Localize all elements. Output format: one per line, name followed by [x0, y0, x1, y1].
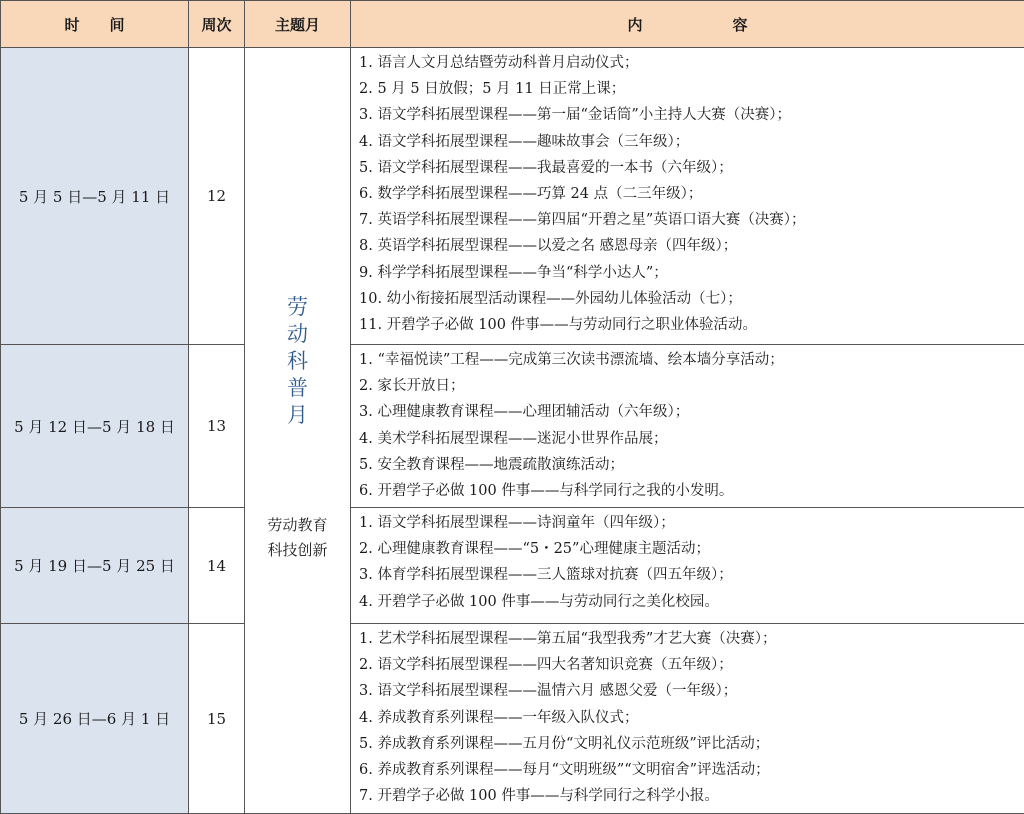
activity-item: 6. 养成教育系列课程——每月“文明班级”“文明宿舍”评选活动； — [359, 757, 1024, 783]
activity-list — [359, 510, 1024, 615]
table-row — [1, 508, 1024, 624]
row-date: 5 月 26 日—6 月 1 日 — [1, 624, 189, 814]
activity-list — [359, 347, 1024, 504]
activity-item: 2. 语文学科拓展型课程——四大名著知识竞赛（五年级）； — [359, 652, 1024, 678]
theme-subtitle — [245, 513, 350, 563]
activity-item: 1. 艺术学科拓展型课程——第五届“我型我秀”才艺大赛（决赛）； — [359, 626, 1024, 652]
row-week: 13 — [189, 345, 245, 508]
activity-item: 1. “幸福悦读”工程——完成第三次读书漂流墙、绘本墙分享活动； — [359, 347, 1024, 373]
header-time: 时 间 — [1, 1, 189, 48]
activity-item: 4. 语文学科拓展型课程——趣味故事会（三年级）； — [359, 129, 1024, 155]
theme-title-char: 科 — [245, 348, 350, 375]
theme-title-vertical — [245, 294, 350, 429]
row-content — [351, 345, 1024, 508]
row-date: 5 月 5 日—5 月 11 日 — [1, 48, 189, 345]
row-date: 5 月 12 日—5 月 18 日 — [1, 345, 189, 508]
row-content — [351, 508, 1024, 624]
activity-item: 8. 英语学科拓展型课程——以爱之名 感恩母亲（四年级）； — [359, 233, 1024, 259]
activity-item: 4. 养成教育系列课程——一年级入队仪式； — [359, 705, 1024, 731]
activity-item: 3. 语文学科拓展型课程——温情六月 感恩父爱（一年级）； — [359, 678, 1024, 704]
activity-item: 3. 体育学科拓展型课程——三人篮球对抗赛（四五年级）； — [359, 562, 1024, 588]
theme-title-char: 月 — [245, 402, 350, 429]
header-theme: 主题月 — [245, 1, 351, 48]
row-date: 5 月 19 日—5 月 25 日 — [1, 508, 189, 624]
theme-title-char: 普 — [245, 375, 350, 402]
activity-item: 2. 5 月 5 日放假；5 月 11 日正常上课； — [359, 76, 1024, 102]
table-row — [1, 624, 1024, 814]
activity-item: 2. 心理健康教育课程——“5・25”心理健康主题活动； — [359, 536, 1024, 562]
row-week: 12 — [189, 48, 245, 345]
header-week: 周次 — [189, 1, 245, 48]
activity-item: 10. 幼小衔接拓展型活动课程——外园幼儿体验活动（七）； — [359, 286, 1024, 312]
activity-item: 3. 心理健康教育课程——心理团辅活动（六年级）； — [359, 399, 1024, 425]
activity-item: 2. 家长开放日； — [359, 373, 1024, 399]
activity-item: 5. 养成教育系列课程——五月份“文明礼仪示范班级”评比活动； — [359, 731, 1024, 757]
table-row — [1, 345, 1024, 508]
activity-item: 1. 语言人文月总结暨劳动科普月启动仪式； — [359, 50, 1024, 76]
activity-item: 6. 数学学科拓展型课程——巧算 24 点（二三年级）； — [359, 181, 1024, 207]
row-content — [351, 624, 1024, 814]
activity-item: 11. 开碧学子必做 100 件事——与劳动同行之职业体验活动。 — [359, 312, 1024, 338]
activity-item: 4. 开碧学子必做 100 件事——与劳动同行之美化校园。 — [359, 589, 1024, 615]
row-week: 14 — [189, 508, 245, 624]
activity-item: 5. 安全教育课程——地震疏散演练活动； — [359, 452, 1024, 478]
theme-subtitle-line: 科技创新 — [245, 538, 350, 563]
activity-item: 3. 语文学科拓展型课程——第一届“金话筒”小主持人大赛（决赛）； — [359, 102, 1024, 128]
theme-month-cell — [245, 48, 351, 814]
row-week: 15 — [189, 624, 245, 814]
row-content — [351, 48, 1024, 345]
activity-list — [359, 50, 1024, 338]
activity-item: 7. 英语学科拓展型课程——第四届“开碧之星”英语口语大赛（决赛）； — [359, 207, 1024, 233]
activity-item: 7. 开碧学子必做 100 件事——与科学同行之科学小报。 — [359, 783, 1024, 809]
activity-item: 6. 开碧学子必做 100 件事——与科学同行之我的小发明。 — [359, 478, 1024, 504]
activity-item: 4. 美术学科拓展型课程——迷泥小世界作品展； — [359, 426, 1024, 452]
header-content: 内 容 — [351, 1, 1024, 48]
table-row — [1, 48, 1024, 345]
header-row — [1, 1, 1024, 48]
activity-list — [359, 626, 1024, 809]
activity-item: 9. 科学学科拓展型课程——争当“科学小达人”； — [359, 260, 1024, 286]
activity-item: 5. 语文学科拓展型课程——我最喜爱的一本书（六年级）； — [359, 155, 1024, 181]
theme-subtitle-line: 劳动教育 — [245, 513, 350, 538]
theme-title-char: 动 — [245, 321, 350, 348]
theme-title-char: 劳 — [245, 294, 350, 321]
activity-item: 1. 语文学科拓展型课程——诗润童年（四年级）； — [359, 510, 1024, 536]
